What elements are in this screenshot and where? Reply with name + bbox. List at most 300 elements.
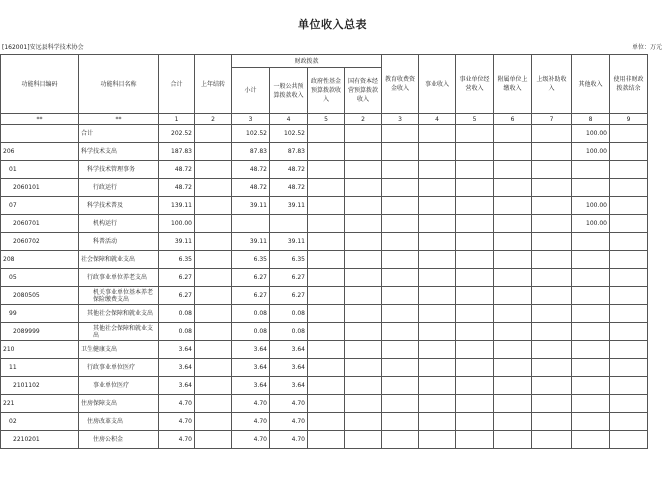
cell-superior [532,359,572,377]
cell-total: 0.08 [159,323,195,341]
cell-gov-fund [308,287,345,305]
cell-gov-fund [308,161,345,179]
cell-total: 0.08 [159,305,195,323]
cell-edu-fee [382,179,419,197]
cell-subordinate [494,431,532,449]
cell-subtotal: 4.70 [232,395,270,413]
header-subordinate: 附属单位上缴收入 [494,55,532,114]
table-row [1,233,648,251]
cell-non-fiscal-balance [610,359,648,377]
cell-business [419,323,456,341]
cell-edu-fee [382,287,419,305]
organization-label: [162001]安远县科学技术协会 [2,44,84,51]
table-row [1,395,648,413]
cell-superior [532,323,572,341]
cell-state-capital [345,413,382,431]
cell-subtotal: 3.64 [232,341,270,359]
cell-gov-fund [308,125,345,143]
cell-gov-fund [308,395,345,413]
cell-edu-fee [382,377,419,395]
cell-operating [456,269,494,287]
cell-carryover [195,161,232,179]
cell-state-capital [345,377,382,395]
cell-superior [532,287,572,305]
cell-state-capital [345,197,382,215]
cell-general-budget: 6.27 [270,269,308,287]
cell-edu-fee [382,323,419,341]
cell-code: 2210201 [1,431,79,449]
table-row [1,251,648,269]
cell-other [572,323,610,341]
cell-non-fiscal-balance [610,179,648,197]
cell-code: 2080505 [1,287,79,305]
cell-edu-fee [382,233,419,251]
cell-code: 07 [1,197,79,215]
cell-total: 187.83 [159,143,195,161]
table-row [1,287,648,305]
cell-other [572,179,610,197]
cell-carryover [195,305,232,323]
cell-gov-fund [308,215,345,233]
table-row [1,413,648,431]
cell-subtotal: 6.27 [232,269,270,287]
cell-edu-fee [382,269,419,287]
cell-subtotal: 0.08 [232,305,270,323]
cell-other [572,305,610,323]
cell-gov-fund [308,197,345,215]
cell-total: 48.72 [159,179,195,197]
cell-code [1,125,79,143]
cell-superior [532,233,572,251]
cell-total: 100.00 [159,215,195,233]
cell-operating [456,341,494,359]
cell-total: 3.64 [159,377,195,395]
cell-name: 机构运行 [79,215,159,233]
table-row [1,125,648,143]
cell-operating [456,287,494,305]
cell-subordinate [494,395,532,413]
cell-state-capital [345,215,382,233]
cell-subordinate [494,269,532,287]
cell-subtotal: 4.70 [232,413,270,431]
cell-code: 2101102 [1,377,79,395]
cell-other [572,395,610,413]
cell-general-budget: 48.72 [270,161,308,179]
cell-gov-fund [308,413,345,431]
cell-carryover [195,413,232,431]
cell-state-capital [345,161,382,179]
cell-subtotal: 4.70 [232,431,270,449]
cell-non-fiscal-balance [610,323,648,341]
cell-subordinate [494,287,532,305]
header-code: 功能科目编码 [1,55,79,114]
cell-total: 48.72 [159,161,195,179]
cell-non-fiscal-balance [610,143,648,161]
table-row [1,161,648,179]
cell-state-capital [345,341,382,359]
cell-code: 01 [1,161,79,179]
cell-superior [532,413,572,431]
cell-operating [456,395,494,413]
cell-business [419,197,456,215]
cell-gov-fund [308,251,345,269]
unit-label: 单位：万元 [631,44,662,51]
cell-non-fiscal-balance [610,197,648,215]
cell-gov-fund [308,179,345,197]
cell-name: 行政运行 [79,179,159,197]
cell-carryover [195,287,232,305]
cell-subtotal: 102.52 [232,125,270,143]
cell-operating [456,161,494,179]
cell-gov-fund [308,233,345,251]
cell-carryover [195,359,232,377]
cell-non-fiscal-balance [610,377,648,395]
cell-state-capital [345,323,382,341]
cell-edu-fee [382,341,419,359]
cell-total: 202.52 [159,125,195,143]
cell-carryover [195,197,232,215]
cell-subordinate [494,161,532,179]
cell-subordinate [494,305,532,323]
header-other: 其他收入 [572,55,610,114]
cell-other: 100.00 [572,197,610,215]
table-row [1,215,648,233]
cell-business [419,287,456,305]
cell-general-budget: 0.08 [270,323,308,341]
cell-superior [532,143,572,161]
cell-subordinate [494,359,532,377]
cell-carryover [195,125,232,143]
cell-subtotal: 39.11 [232,197,270,215]
header-edu-fee: 教育收费资金收入 [382,55,419,114]
cell-name: 事业单位医疗 [79,377,159,395]
cell-superior [532,251,572,269]
cell-carryover [195,377,232,395]
cell-other [572,269,610,287]
cell-state-capital [345,395,382,413]
cell-code: 210 [1,341,79,359]
header-business: 事业收入 [419,55,456,114]
header-state-capital: 国有资本经营预算拨款收入 [345,68,382,114]
cell-superior [532,395,572,413]
table-row [1,197,648,215]
cell-operating [456,179,494,197]
cell-name: 住房公积金 [79,431,159,449]
cell-code: 99 [1,305,79,323]
cell-business [419,125,456,143]
cell-non-fiscal-balance [610,413,648,431]
cell-general-budget: 3.64 [270,377,308,395]
cell-subordinate [494,341,532,359]
cell-gov-fund [308,377,345,395]
cell-subtotal: 39.11 [232,233,270,251]
cell-edu-fee [382,251,419,269]
cell-total: 139.11 [159,197,195,215]
cell-name: 合计 [79,125,159,143]
cell-subordinate [494,197,532,215]
cell-total: 39.11 [159,233,195,251]
cell-other: 100.00 [572,125,610,143]
cell-code: 206 [1,143,79,161]
cell-operating [456,125,494,143]
cell-total: 6.35 [159,251,195,269]
header-general-budget: 一般公共预算拨款收入 [270,68,308,114]
table-row [1,431,648,449]
cell-general-budget: 4.70 [270,395,308,413]
report-title: 单位收入总表 [298,18,367,31]
cell-name: 社会保障和就业支出 [79,251,159,269]
header-non-fiscal-balance: 使用非财政拨款结余 [610,55,648,114]
table-row [1,179,648,197]
cell-carryover [195,323,232,341]
cell-other [572,359,610,377]
cell-gov-fund [308,305,345,323]
cell-edu-fee [382,413,419,431]
table-row [1,341,648,359]
cell-state-capital [345,305,382,323]
cell-other [572,287,610,305]
cell-carryover [195,251,232,269]
cell-name: 科学技术普及 [79,197,159,215]
cell-gov-fund [308,269,345,287]
cell-subtotal: 3.64 [232,359,270,377]
table-row [1,377,648,395]
cell-general-budget: 39.11 [270,197,308,215]
cell-code: 2060101 [1,179,79,197]
cell-business [419,395,456,413]
cell-state-capital [345,269,382,287]
cell-general-budget: 3.64 [270,359,308,377]
cell-gov-fund [308,431,345,449]
cell-carryover [195,233,232,251]
cell-subordinate [494,233,532,251]
cell-code: 208 [1,251,79,269]
cell-edu-fee [382,431,419,449]
cell-general-budget: 102.52 [270,125,308,143]
cell-state-capital [345,431,382,449]
cell-other: 100.00 [572,143,610,161]
header-gov-fund: 政府性基金预算拨款收入 [308,68,345,114]
cell-non-fiscal-balance [610,395,648,413]
cell-general-budget [270,215,308,233]
cell-total: 4.70 [159,431,195,449]
cell-other [572,161,610,179]
cell-code: 2089999 [1,323,79,341]
header-name: 功能科目名称 [79,55,159,114]
cell-edu-fee [382,305,419,323]
cell-business [419,269,456,287]
cell-other [572,341,610,359]
cell-general-budget: 48.72 [270,179,308,197]
cell-subtotal: 87.83 [232,143,270,161]
cell-non-fiscal-balance [610,341,648,359]
cell-non-fiscal-balance [610,431,648,449]
column-index-row: ** ** 1 2 3 4 5 2 3 4 5 6 7 8 9 [1,114,648,125]
cell-code: 2060702 [1,233,79,251]
cell-superior [532,377,572,395]
table-row [1,305,648,323]
cell-business [419,413,456,431]
cell-non-fiscal-balance [610,215,648,233]
cell-gov-fund [308,341,345,359]
header-operating: 事业单位经营收入 [456,55,494,114]
cell-carryover [195,431,232,449]
cell-carryover [195,179,232,197]
cell-general-budget: 3.64 [270,341,308,359]
cell-name: 科学技术管理事务 [79,161,159,179]
cell-name: 机关事业单位基本养老保险缴费支出 [79,287,159,305]
cell-carryover [195,269,232,287]
cell-other [572,413,610,431]
cell-business [419,161,456,179]
cell-subordinate [494,377,532,395]
cell-operating [456,323,494,341]
cell-edu-fee [382,215,419,233]
table-row [1,323,648,341]
cell-operating [456,251,494,269]
cell-subtotal: 0.08 [232,323,270,341]
income-summary-table [0,54,648,449]
cell-name: 住房保障支出 [79,395,159,413]
cell-code: 11 [1,359,79,377]
cell-superior [532,269,572,287]
cell-code: 221 [1,395,79,413]
cell-non-fiscal-balance [610,125,648,143]
cell-subtotal: 48.72 [232,179,270,197]
cell-other: 100.00 [572,215,610,233]
cell-business [419,143,456,161]
table-row [1,359,648,377]
header-fiscal-group: 财政拨款 [232,55,382,68]
cell-name: 卫生健康支出 [79,341,159,359]
cell-subordinate [494,323,532,341]
cell-edu-fee [382,161,419,179]
cell-state-capital [345,125,382,143]
cell-business [419,233,456,251]
cell-business [419,179,456,197]
cell-name: 行政事业单位养老支出 [79,269,159,287]
cell-general-budget: 39.11 [270,233,308,251]
cell-total: 4.70 [159,395,195,413]
cell-operating [456,377,494,395]
cell-total: 3.64 [159,359,195,377]
cell-non-fiscal-balance [610,251,648,269]
cell-operating [456,233,494,251]
cell-other [572,251,610,269]
cell-business [419,377,456,395]
cell-operating [456,305,494,323]
cell-other [572,431,610,449]
cell-state-capital [345,233,382,251]
cell-subtotal: 48.72 [232,161,270,179]
cell-operating [456,431,494,449]
cell-carryover [195,143,232,161]
cell-general-budget: 6.35 [270,251,308,269]
cell-total: 4.70 [159,413,195,431]
cell-general-budget: 4.70 [270,431,308,449]
cell-state-capital [345,287,382,305]
cell-non-fiscal-balance [610,161,648,179]
cell-general-budget: 87.83 [270,143,308,161]
cell-carryover [195,341,232,359]
cell-business [419,215,456,233]
cell-edu-fee [382,125,419,143]
cell-other [572,233,610,251]
cell-code: 05 [1,269,79,287]
table-row [1,269,648,287]
cell-gov-fund [308,143,345,161]
cell-operating [456,215,494,233]
cell-total: 6.27 [159,269,195,287]
cell-state-capital [345,179,382,197]
cell-edu-fee [382,143,419,161]
cell-superior [532,215,572,233]
cell-subtotal: 6.27 [232,287,270,305]
cell-operating [456,143,494,161]
cell-total: 6.27 [159,287,195,305]
header-subtotal: 小计 [232,68,270,114]
cell-state-capital [345,143,382,161]
cell-superior [532,179,572,197]
cell-name: 住房改革支出 [79,413,159,431]
table-row [1,143,648,161]
cell-name: 科学技术支出 [79,143,159,161]
cell-operating [456,413,494,431]
cell-non-fiscal-balance [610,305,648,323]
cell-carryover [195,395,232,413]
cell-subordinate [494,125,532,143]
cell-other [572,377,610,395]
cell-subordinate [494,179,532,197]
cell-non-fiscal-balance [610,269,648,287]
cell-state-capital [345,251,382,269]
cell-general-budget: 4.70 [270,413,308,431]
cell-subtotal: 3.64 [232,377,270,395]
cell-subtotal [232,215,270,233]
cell-non-fiscal-balance [610,287,648,305]
cell-general-budget: 0.08 [270,305,308,323]
cell-superior [532,305,572,323]
cell-name: 行政事业单位医疗 [79,359,159,377]
cell-operating [456,359,494,377]
cell-name: 其他社会保障和就业支出 [79,305,159,323]
header-carryover: 上年结转 [195,55,232,114]
cell-name: 其他社会保障和就业支出 [79,323,159,341]
cell-superior [532,125,572,143]
cell-code: 02 [1,413,79,431]
cell-superior [532,341,572,359]
cell-subordinate [494,215,532,233]
cell-name: 科普活动 [79,233,159,251]
cell-business [419,359,456,377]
cell-business [419,341,456,359]
header-superior: 上级补助收入 [532,55,572,114]
header-total: 合计 [159,55,195,114]
cell-gov-fund [308,323,345,341]
cell-edu-fee [382,395,419,413]
cell-edu-fee [382,359,419,377]
cell-business [419,251,456,269]
cell-subordinate [494,413,532,431]
cell-carryover [195,215,232,233]
cell-subordinate [494,143,532,161]
cell-total: 3.64 [159,341,195,359]
cell-superior [532,197,572,215]
cell-business [419,305,456,323]
cell-subordinate [494,251,532,269]
cell-general-budget: 6.27 [270,287,308,305]
cell-edu-fee [382,197,419,215]
